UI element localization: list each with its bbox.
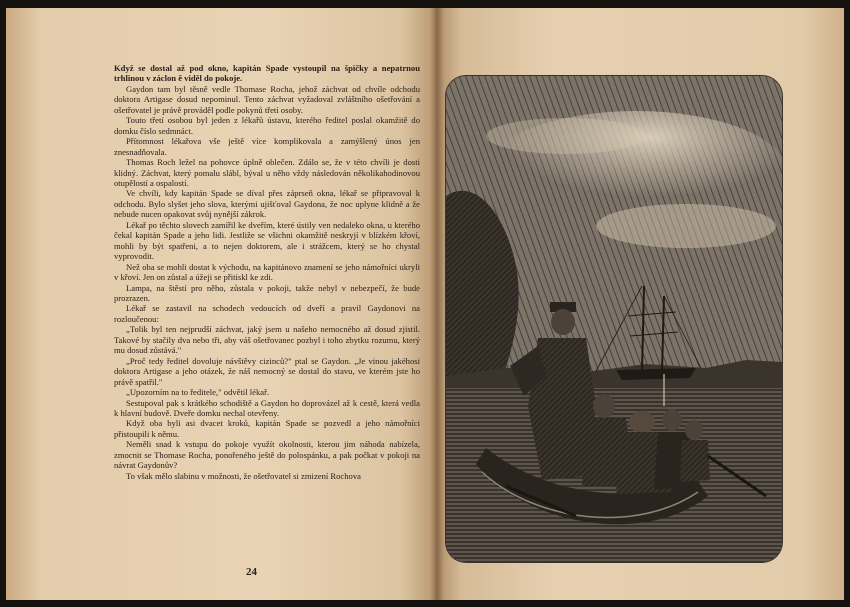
page-text xyxy=(114,63,420,481)
text-paragraph: To však mělo slabinu v možnosti, že ošetřovatel si zmizení Rochova xyxy=(126,470,361,481)
text-paragraph: Než oba se mohli dostat k východu, na kapitánovo znamení se jeho námořníci ukryli v křoví. Jen on zůstal a úžeji se přitiskl ke zdi. xyxy=(114,261,420,283)
text-paragraph: Touto třetí osobou byl jeden z lékařů ústavu, kterého ředitel poslal okamžitě do domku číslo sedmnáct. xyxy=(114,115,420,136)
text-paragraph: Když se dostal až pod okno, kapitán Spade vystoupil na špičky a nepatrnou trhlinou v záclon ě viděl do pokoje. xyxy=(114,63,420,84)
text-paragraph: Lékař se zastavil na schodech vedoucích od dveří a pravil Gaydonovi na rozloučenou: xyxy=(114,303,420,324)
text-paragraph: Ve chvíli, kdy kapitán Spade se díval přes záprseň okna, lékař se připravoval k odchodu. Bylo slyšet jeho slova, kterými ujišťoval Gaydona, že noc uplyne klidně a že nebude nucen opakovat svůj nynější zákrok. xyxy=(114,188,420,220)
text-paragraph: Přítomnost lékařova vše ještě více komplikovala a zamýšlený únos jen znesnadňovala. xyxy=(114,136,420,157)
book-spread xyxy=(6,8,844,600)
text-paragraph: Neměli snad k vstupu do pokoje využít okolnosti, kterou jim náhoda nabízela, zmocnit se Thomase Rocha, ponořeného ještě do polospánku, a pak počkat v pokoji na návrat Gaydonův? xyxy=(114,439,420,471)
page-number: 24 xyxy=(246,566,257,578)
text-paragraph: Lampa, na štěstí pro něho, zůstala v pokoji, takže nebyl v nebezpečí, že bude prozrazen. xyxy=(114,282,420,303)
text-paragraph: Sestupoval pak s krátkého schodiště a Gaydon ho doprovázel až k cestě, která vedla k hlavní budově. Dveře domku nechal otevřeny. xyxy=(114,397,420,418)
text-paragraph: „Upozorním na to ředitele," odvětil lékař. xyxy=(126,387,270,398)
book-gutter xyxy=(430,8,444,600)
boat-illustration xyxy=(446,76,782,562)
text-paragraph: „Tolik byl ten nejprudší záchvat, jaký jsem u našeho nemocného až dosud zjistil. Takové by stačily dva nebo tři, aby váš ošetřovanec pozbyl i toho zbytku rozumu, který mu dosud zůstává." xyxy=(114,324,420,356)
illustration-drawing xyxy=(446,76,782,562)
text-paragraph: Když oba byli asi dvacet kroků, kapitán Spade se pozvedl a jeho námořníci přistoupili k němu. xyxy=(114,418,420,439)
text-paragraph: Lékař po těchto slovech zamířil ke dveřím, které ústily ven nedaleko okna, u kterého čekal kapitán Spade a jeho lidi. Jestliže se všichni okamžitě neskryjí v blízkém křoví, mohli by být spatřeni, a to nejen doktorem, ale i strážcem, který se ho chystal vyprovodit. xyxy=(114,219,420,262)
text-paragraph: Thomas Roch ležel na pohovce úplně oblečen. Zdálo se, že v této chvíli je dosti klidný. Záchvat, který pomalu slábl, býval u něho vždy následován několikahodinovou otupělostí a ospalostí. xyxy=(114,157,420,188)
text-paragraph: „Proč tedy ředitel dovoluje návštěvy cizinců?" ptal se Gaydon. „Je vinou jakéhosi doktora Artigase a jeho otázek, že náš nemocný se dostal do stavu, ve kterém jste ho právě spatřil." xyxy=(114,355,420,387)
right-page xyxy=(436,8,844,600)
left-page xyxy=(6,8,436,600)
text-paragraph: Gaydon tam byl těsně vedle Thomase Rocha, jehož záchvat od chvíle odchodu doktora Artigase dosud nepominul. Tento záchvat vyžadoval zvláštního ošetřování a ošetřovatel je právě prováděl podle pokynů třetí osoby. xyxy=(114,83,420,115)
